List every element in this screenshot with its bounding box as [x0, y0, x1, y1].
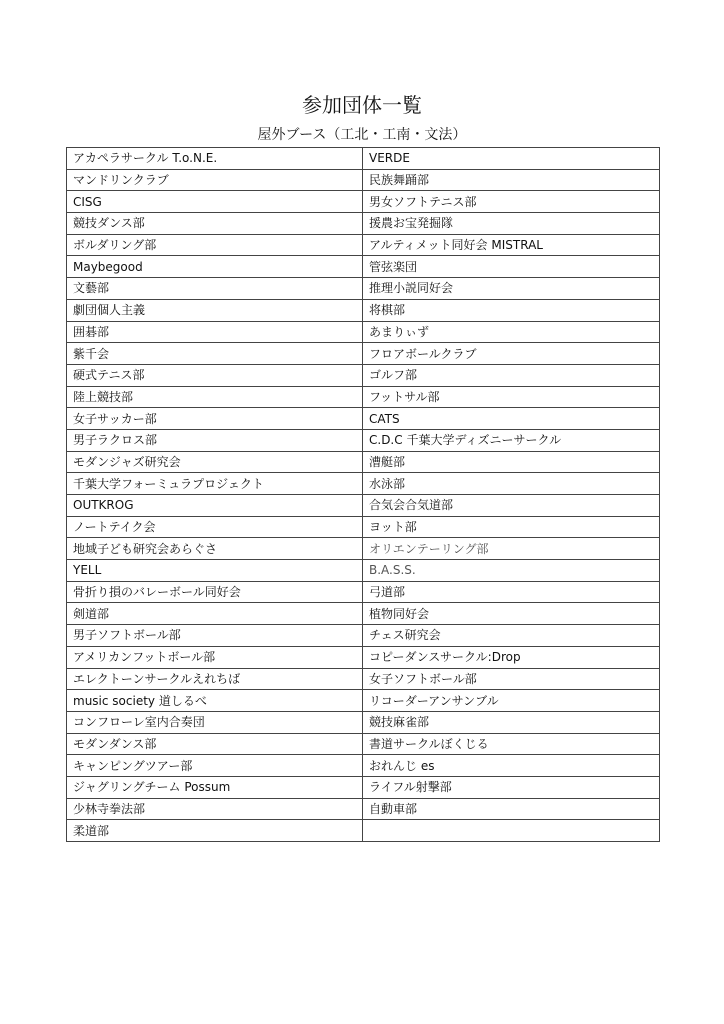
table-row [67, 538, 660, 560]
organization-cell-right: 管弦楽団 [363, 256, 660, 278]
organization-cell-left: OUTKROG [67, 495, 363, 517]
organization-cell-right: 競技麻雀部 [363, 711, 660, 733]
organization-cell-right: 男女ソフトテニス部 [363, 191, 660, 213]
organization-cell-left: 地域子ども研究会あらぐさ [67, 538, 363, 560]
table-row [67, 408, 660, 430]
table-row [67, 429, 660, 451]
organization-cell-right: 将棋部 [363, 299, 660, 321]
table-row [67, 560, 660, 582]
table-row [67, 473, 660, 495]
table-row [67, 798, 660, 820]
organization-cell-left: モダンダンス部 [67, 733, 363, 755]
organization-cell-left: キャンピングツアー部 [67, 755, 363, 777]
organization-cell-left: マンドリンクラブ [67, 169, 363, 191]
organization-cell-left: 競技ダンス部 [67, 213, 363, 235]
organization-cell-left: 剣道部 [67, 603, 363, 625]
table-row [67, 148, 660, 170]
organization-cell-right: リコーダーアンサンブル [363, 690, 660, 712]
table-row [67, 603, 660, 625]
organization-cell-right: おれんじ es [363, 755, 660, 777]
organization-cell-right: 推理小説同好会 [363, 278, 660, 300]
table-row [67, 256, 660, 278]
organization-cell-left: 劇団個人主義 [67, 299, 363, 321]
organization-cell-left: アカペラサークル T.o.N.E. [67, 148, 363, 170]
organization-cell-left: 柔道部 [67, 820, 363, 842]
organization-cell-right: 援農お宝発掘隊 [363, 213, 660, 235]
organization-cell-left: アメリカンフットボール部 [67, 646, 363, 668]
organization-cell-right: 合気会合気道部 [363, 495, 660, 517]
organization-cell-left: CISG [67, 191, 363, 213]
organization-cell-right: VERDE [363, 148, 660, 170]
organization-cell-right: 漕艇部 [363, 451, 660, 473]
page-title: 参加団体一覧 [302, 93, 422, 117]
table-row [67, 516, 660, 538]
participant-table [66, 147, 660, 842]
table-row [67, 733, 660, 755]
table-row [67, 668, 660, 690]
organization-cell-right: 水泳部 [363, 473, 660, 495]
organization-cell-right: ヨット部 [363, 516, 660, 538]
table-row [67, 386, 660, 408]
table-row [67, 169, 660, 191]
table-row [67, 711, 660, 733]
organization-cell-left: 硬式テニス部 [67, 364, 363, 386]
organization-cell-left: 少林寺拳法部 [67, 798, 363, 820]
organization-cell-left: コンフローレ室内合奏団 [67, 711, 363, 733]
organization-cell-left: モダンジャズ研究会 [67, 451, 363, 473]
organization-cell-left: 陸上競技部 [67, 386, 363, 408]
organization-cell-left: 千葉大学フォーミュラプロジェクト [67, 473, 363, 495]
organization-cell-right: オリエンテーリング部 [363, 538, 660, 560]
organization-cell-right: 植物同好会 [363, 603, 660, 625]
organization-cell-right: コピーダンスサークル:Drop [363, 646, 660, 668]
table-row [67, 581, 660, 603]
table-row [67, 213, 660, 235]
table-row [67, 451, 660, 473]
organization-cell-right: 民族舞踊部 [363, 169, 660, 191]
organization-cell-left: ノートテイク会 [67, 516, 363, 538]
organization-cell-right: フットサル部 [363, 386, 660, 408]
organization-cell-right: チェス研究会 [363, 625, 660, 647]
organization-cell-left: 骨折り損のバレーボール同好会 [67, 581, 363, 603]
organization-cell-right: 自動車部 [363, 798, 660, 820]
organization-cell-left: ジャグリングチーム Possum [67, 776, 363, 798]
organization-cell-right: 女子ソフトボール部 [363, 668, 660, 690]
participant-table-body [67, 148, 660, 842]
table-row [67, 646, 660, 668]
organization-cell-right [363, 820, 660, 842]
table-row [67, 321, 660, 343]
organization-cell-left: エレクトーンサークルえれちば [67, 668, 363, 690]
organization-cell-right: 書道サークルぼくじる [363, 733, 660, 755]
organization-cell-right: ゴルフ部 [363, 364, 660, 386]
organization-cell-left: 男子ラクロス部 [67, 429, 363, 451]
organization-cell-right: C.D.C 千葉大学ディズニーサークル [363, 429, 660, 451]
organization-cell-left: ボルダリング部 [67, 234, 363, 256]
organization-cell-left: music society 道しるべ [67, 690, 363, 712]
table-row [67, 364, 660, 386]
organization-cell-left: 囲碁部 [67, 321, 363, 343]
organization-cell-right: ライフル射撃部 [363, 776, 660, 798]
organization-cell-right: B.A.S.S. [363, 560, 660, 582]
table-row [67, 690, 660, 712]
section-subtitle: 屋外ブース（工北・工南・文法） [257, 127, 467, 143]
organization-cell-right: アルティメット同好会 MISTRAL [363, 234, 660, 256]
table-row [67, 625, 660, 647]
table-row [67, 278, 660, 300]
organization-cell-left: 女子サッカー部 [67, 408, 363, 430]
table-row [67, 299, 660, 321]
organization-cell-right: 弓道部 [363, 581, 660, 603]
table-row [67, 495, 660, 517]
table-row [67, 755, 660, 777]
table-row [67, 820, 660, 842]
table-row [67, 776, 660, 798]
organization-cell-left: 文藝部 [67, 278, 363, 300]
organization-cell-right: フロアボールクラブ [363, 343, 660, 365]
table-row [67, 191, 660, 213]
organization-cell-right: あまりぃず [363, 321, 660, 343]
organization-cell-left: 紫千会 [67, 343, 363, 365]
organization-cell-left: Maybegood [67, 256, 363, 278]
organization-cell-left: 男子ソフトボール部 [67, 625, 363, 647]
table-row [67, 343, 660, 365]
table-row [67, 234, 660, 256]
organization-cell-left: YELL [67, 560, 363, 582]
organization-cell-right: CATS [363, 408, 660, 430]
